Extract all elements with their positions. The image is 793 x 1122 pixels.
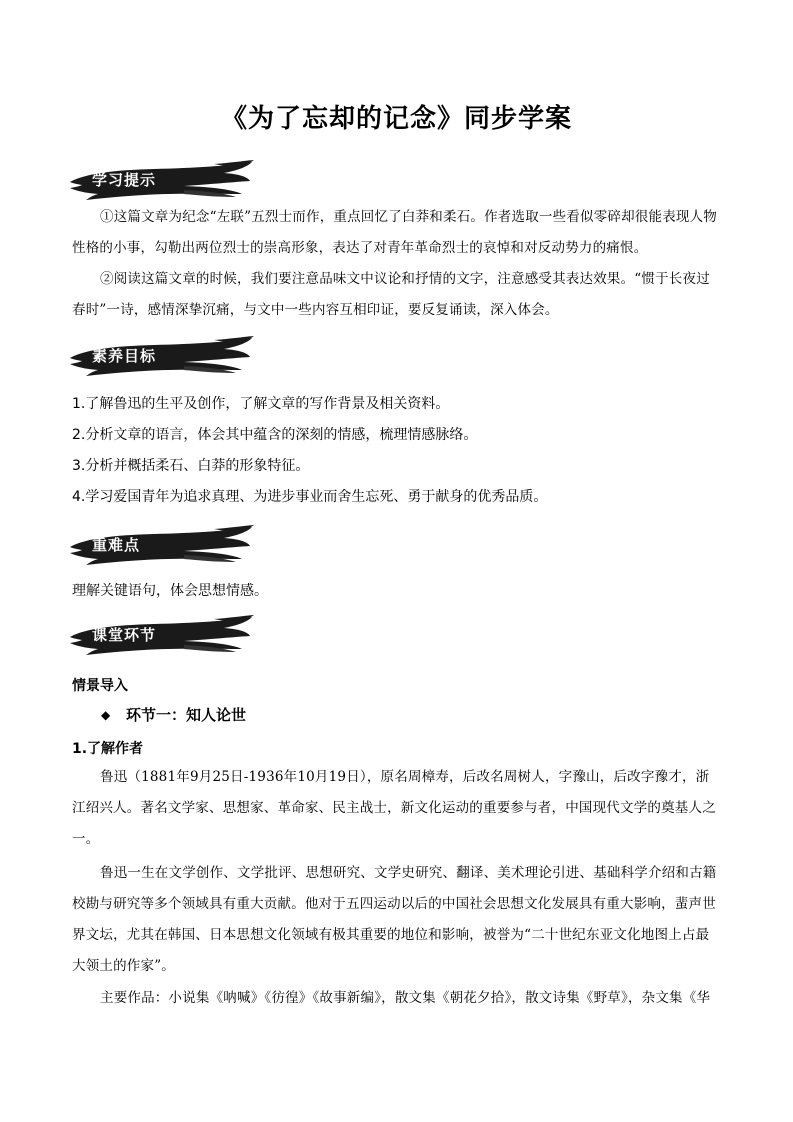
goal-item-4: 4.学习爱国青年为追求真理、为进步事业而舍生忘死、勇于献身的优秀品质。	[72, 489, 548, 505]
tips-paragraph-2: ②阅读这篇文章的时候，我们要注意品味文中议论和抒情的文字，注意感受其表达效果。“惯于长夜过春时”一诗，感情深挚沉痛，与文中一些内容互相印证，要反复诵读，深入体会。	[72, 271, 710, 318]
page-title: 《为了忘却的记念》同步学案	[220, 104, 572, 134]
tips-paragraph-1: ①这篇文章为纪念“左联”五烈士而作，重点回忆了白莽和柔石。作者选取一些看似零碎却很能表现人物性格的小事，勾勒出两位烈士的崇高形象，表达了对青年革命烈士的哀悼和对反动势力的痛恨。	[72, 209, 718, 256]
section-header-label: 学习提示	[92, 171, 157, 189]
author-paragraph-3: 主要作品：小说集《呐喊》《彷徨》《故事新编》，散文集《朝花夕拾》，散文诗集《野草》，杂文集《华	[100, 990, 711, 1006]
author-paragraph-1: 鲁迅（1881年9月25日-1936年10月19日），原名周樟寿，后改名周树人，字豫山，后改字豫才，浙江绍兴人。著名文学家、思想家、革命家、民主战士，新文化运动的重要参与者，中国现代文学的奠基人之一。	[72, 769, 716, 847]
subheading-author: 1.了解作者	[72, 741, 144, 757]
stage-heading: 环节一：知人论世	[126, 706, 247, 724]
section-header-key-points	[64, 525, 254, 565]
key-points-text: 理解关键语句，体会思想情感。	[72, 583, 268, 599]
section-header-label: 素养目标	[92, 347, 157, 365]
goal-item-3: 3.分析并概括柔石、白莽的形象特征。	[72, 458, 310, 474]
section-header-label: 重难点	[92, 536, 141, 554]
goal-item-2: 2.分析文章的语言，体会其中蕴含的深刻的情感，梳理情感脉络。	[72, 427, 478, 443]
section-header-class	[64, 615, 254, 655]
diamond-bullet-icon: ◆	[101, 708, 111, 722]
section-header-label: 课堂环节	[92, 626, 157, 644]
section-header-tips	[64, 160, 254, 200]
intro-heading: 情景导入	[72, 678, 128, 694]
goal-item-1: 1.了解鲁迅的生平及创作，了解文章的写作背景及相关资料。	[72, 396, 450, 412]
section-header-goals	[64, 336, 254, 376]
author-paragraph-2: 鲁迅一生在文学创作、文学批评、思想研究、文学史研究、翻译、美术理论引进、基础科学介绍和古籍校勘与研究等多个领域具有重大贡献。他对于五四运动以后的中国社会思想文化发展具有重大影响，蜚声世界文坛，尤其在韩国、日本思想文化领域有极其重要的地位和影响，被誉为“二十世纪东亚文化地图上占最大领土的作家”。	[72, 865, 717, 974]
